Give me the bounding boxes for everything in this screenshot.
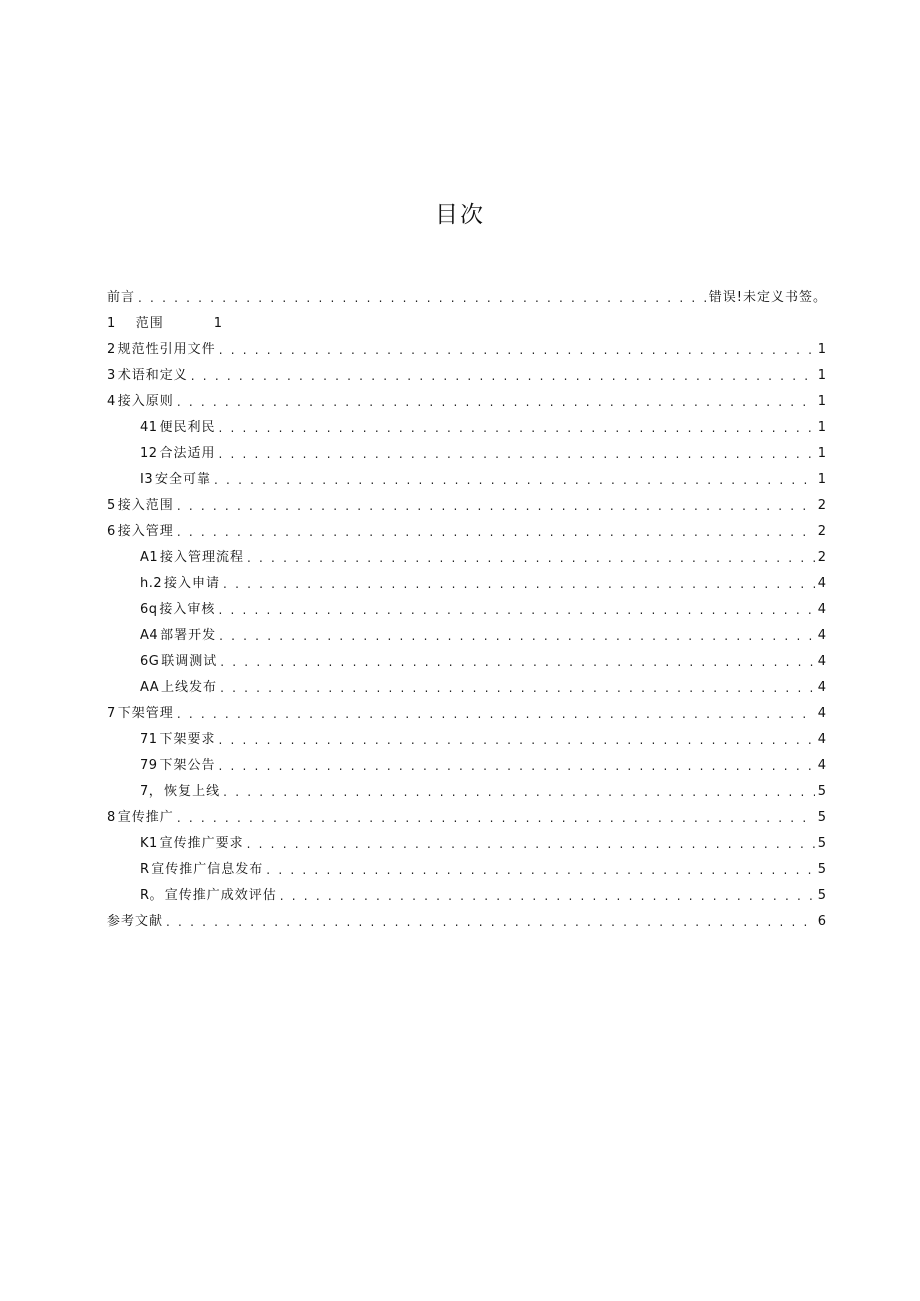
toc-entry-number: I3: [140, 472, 154, 487]
toc-entry-text: 下架公告: [159, 758, 216, 773]
toc-entry-5[interactable]: [107, 493, 827, 519]
toc-entry-page: 4: [817, 654, 827, 669]
toc-entry-page: 4: [817, 576, 827, 591]
toc-entry-number: 6q: [140, 602, 158, 617]
toc-entry-references[interactable]: [107, 909, 827, 935]
toc-entry-page: 4: [817, 758, 827, 773]
toc-entry-page: 2: [817, 524, 827, 539]
toc-entry-text: 接入范围: [117, 498, 174, 513]
toc-entry-7-1[interactable]: [107, 727, 827, 753]
toc-entry-text: 前言: [107, 290, 136, 305]
toc-entry-6-6[interactable]: [107, 675, 827, 701]
toc-entry-number: A4: [140, 628, 159, 643]
toc-entry-8-2[interactable]: [107, 857, 827, 883]
toc-entry-6-2[interactable]: [107, 571, 827, 597]
toc-entry-8[interactable]: [107, 805, 827, 831]
table-of-contents: [107, 285, 827, 935]
toc-leader-dots: [219, 337, 815, 363]
toc-entry-4[interactable]: [107, 389, 827, 415]
toc-entry-1[interactable]: [107, 311, 827, 337]
toc-entry-text: 接入申请: [164, 576, 221, 591]
toc-leader-dots: [191, 363, 815, 389]
toc-entry-page: 5: [817, 862, 827, 877]
toc-entry-number: AA: [140, 680, 160, 695]
toc-entry-page: 2: [817, 498, 827, 513]
toc-entry-number: h.2: [140, 576, 163, 591]
toc-leader-dots: [177, 389, 815, 415]
toc-entry-6[interactable]: [107, 519, 827, 545]
toc-entry-6-4[interactable]: [107, 623, 827, 649]
toc-entry-page: 4: [817, 602, 827, 617]
toc-entry-number: K1: [140, 836, 158, 851]
toc-leader-dots: [218, 415, 814, 441]
toc-leader-dots: [177, 519, 815, 545]
toc-entry-text: 接入管理流程: [159, 550, 244, 565]
toc-leader-dots: [177, 493, 815, 519]
toc-entry-page: 4: [817, 628, 827, 643]
toc-entry-number: 71: [140, 732, 158, 747]
toc-entry-page: 4: [817, 680, 827, 695]
toc-leader-dots: [166, 909, 815, 935]
toc-entry-text: 安全可靠: [155, 472, 212, 487]
toc-entry-page: 6: [817, 914, 827, 929]
toc-leader-dots: [218, 753, 814, 779]
toc-leader-dots: [218, 597, 814, 623]
toc-entry-number: 41: [140, 420, 158, 435]
toc-entry-number: 6G: [140, 654, 160, 669]
toc-entry-number: R: [140, 862, 150, 877]
toc-entry-text: 范围: [135, 316, 164, 331]
toc-entry-text: 接入原则: [117, 394, 174, 409]
toc-entry-number: 7: [107, 706, 116, 721]
toc-entry-4-1[interactable]: [107, 415, 827, 441]
toc-entry-page: 4: [817, 706, 827, 721]
toc-entry-text: 宣传推广成效评估: [164, 888, 277, 903]
toc-entry-text: 宣传推广信息发布: [151, 862, 264, 877]
toc-entry-8-1[interactable]: [107, 831, 827, 857]
toc-entry-page: 1: [817, 472, 827, 487]
toc-leader-dots: [220, 675, 815, 701]
toc-entry-text: 部署开发: [160, 628, 217, 643]
toc-entry-4-3[interactable]: [107, 467, 827, 493]
toc-entry-4-2[interactable]: [107, 441, 827, 467]
toc-leader-dots: [247, 831, 815, 857]
toc-entry-number: 3: [107, 368, 116, 383]
toc-entry-number: 7，: [140, 784, 163, 799]
toc-entry-number: 1: [107, 316, 116, 331]
toc-entry-page: 1: [817, 342, 827, 357]
toc-entry-number: R。: [140, 888, 164, 903]
toc-entry-number: 12: [140, 446, 158, 461]
toc-entry-6-1[interactable]: [107, 545, 827, 571]
toc-entry-8-3[interactable]: [107, 883, 827, 909]
toc-leader-dots: [266, 857, 814, 883]
toc-entry-7-2[interactable]: [107, 753, 827, 779]
toc-leader-dots: [218, 727, 814, 753]
toc-entry-foreword[interactable]: [107, 285, 827, 311]
toc-leader-dots: [247, 545, 815, 571]
toc-entry-page: 5: [817, 888, 827, 903]
toc-entry-text: 下架要求: [159, 732, 216, 747]
toc-leader-dots: [223, 571, 815, 597]
toc-entry-page: 1: [213, 316, 224, 331]
toc-entry-text: 参考文献: [107, 914, 164, 929]
toc-leader-dots: [219, 623, 815, 649]
toc-entry-page: 1: [817, 368, 827, 383]
toc-entry-number: A1: [140, 550, 159, 565]
toc-entry-2[interactable]: [107, 337, 827, 363]
toc-leader-dots: [138, 285, 706, 311]
toc-entry-page: 5: [817, 784, 827, 799]
toc-entry-6-5[interactable]: [107, 649, 827, 675]
toc-entry-number: 5: [107, 498, 116, 513]
toc-entry-page: 错误!未定义书签。: [708, 290, 827, 305]
toc-leader-dots: [214, 467, 815, 493]
toc-leader-dots: [280, 883, 815, 909]
toc-leader-dots: [218, 441, 814, 467]
toc-leader-dots: [220, 649, 814, 675]
toc-entry-text: 接入审核: [159, 602, 216, 617]
toc-entry-text: 宣传推广: [117, 810, 174, 825]
toc-entry-text: 接入管理: [117, 524, 174, 539]
toc-entry-7-3[interactable]: [107, 779, 827, 805]
toc-entry-number: 4: [107, 394, 116, 409]
toc-entry-text: 上线发布: [161, 680, 218, 695]
toc-leader-dots: [223, 779, 815, 805]
toc-entry-text: 下架管理: [117, 706, 174, 721]
toc-entry-text: 术语和定义: [117, 368, 188, 383]
toc-entry-text: 合法适用: [159, 446, 216, 461]
toc-entry-text: 规范性引用文件: [117, 342, 216, 357]
toc-entry-number: 79: [140, 758, 158, 773]
toc-entry-7[interactable]: [107, 701, 827, 727]
toc-entry-page: 5: [817, 810, 827, 825]
toc-entry-number: 2: [107, 342, 116, 357]
toc-entry-text: 恢复上线: [164, 784, 221, 799]
toc-entry-page: 1: [817, 420, 827, 435]
toc-entry-text: 宣传推广要求: [159, 836, 244, 851]
toc-entry-page: 2: [817, 550, 827, 565]
toc-entry-page: 1: [817, 446, 827, 461]
toc-entry-page: 1: [817, 394, 827, 409]
toc-leader-dots: [177, 805, 815, 831]
toc-entry-number: 6: [107, 524, 116, 539]
toc-entry-text: 联调测试: [161, 654, 218, 669]
toc-entry-number: 8: [107, 810, 116, 825]
toc-entry-6-3[interactable]: [107, 597, 827, 623]
toc-entry-page: 5: [817, 836, 827, 851]
page-title: 目次: [435, 202, 485, 228]
toc-entry-3[interactable]: [107, 363, 827, 389]
toc-entry-page: 4: [817, 732, 827, 747]
toc-entry-text: 便民利民: [159, 420, 216, 435]
toc-leader-dots: [177, 701, 815, 727]
